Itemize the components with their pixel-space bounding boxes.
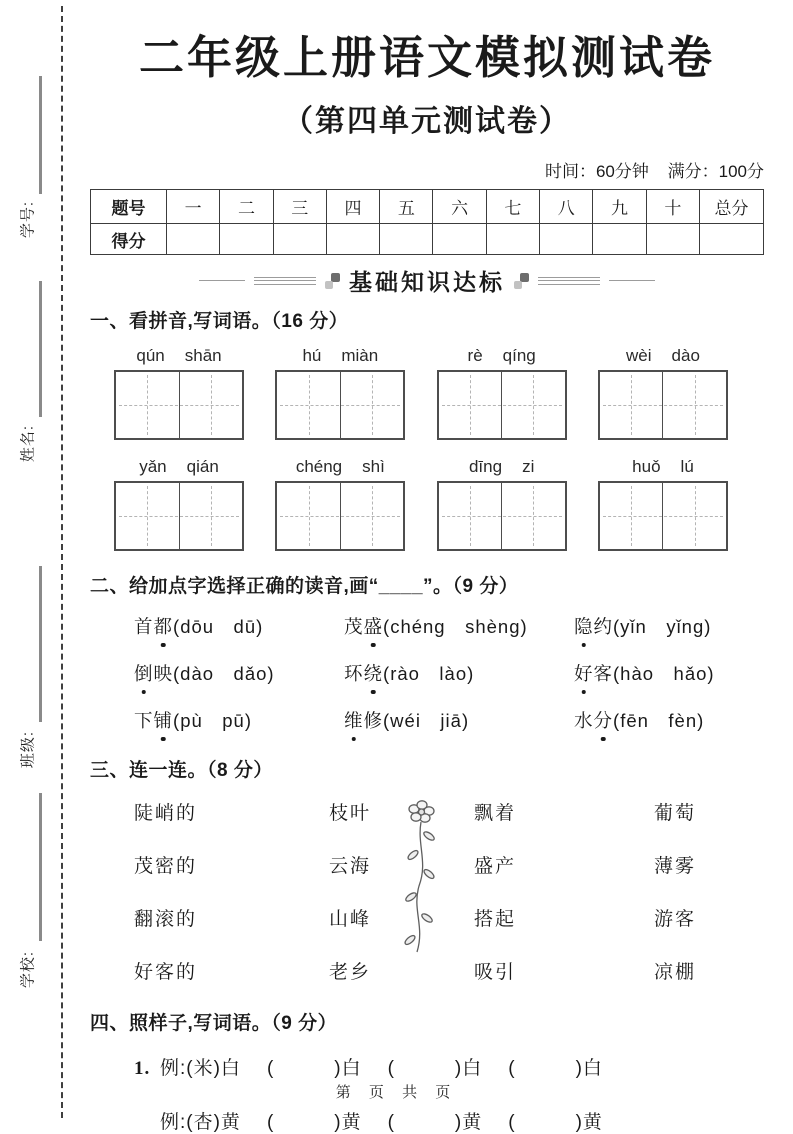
match-word[interactable]: 陡峭的 bbox=[134, 803, 198, 825]
match-word[interactable]: 搭起 bbox=[474, 909, 517, 931]
pinyin-word: rè qíng bbox=[437, 346, 567, 440]
pronunciation-item: 首都(dōu dū) bbox=[134, 613, 344, 639]
pronunciation-item: 环绕(rào lào) bbox=[344, 660, 574, 686]
score-col-5: 五 bbox=[380, 190, 433, 224]
match-word[interactable]: 游客 bbox=[654, 909, 697, 931]
pronunciation-item: 隐约(yǐn yǐng) bbox=[574, 613, 764, 639]
score-cell[interactable] bbox=[433, 224, 486, 255]
pinyin-word: hú miàn bbox=[275, 346, 405, 440]
score-cell[interactable] bbox=[593, 224, 646, 255]
banner-line-left bbox=[199, 280, 245, 281]
name-label: 姓名: bbox=[19, 424, 37, 463]
section-title: 基础知识达标 bbox=[349, 269, 505, 296]
fill-blank[interactable]: ( )白 bbox=[387, 1058, 483, 1080]
dotted-character: 都 bbox=[154, 613, 174, 639]
writing-box[interactable] bbox=[437, 370, 567, 440]
writing-box[interactable] bbox=[275, 370, 405, 440]
dotted-character: 绕 bbox=[364, 660, 384, 686]
example-word: 例:(杏)黄 bbox=[160, 1112, 241, 1134]
banner-ornament-icon bbox=[514, 273, 529, 289]
school-label: 学校: bbox=[19, 950, 37, 989]
question-4-heading: 四、照样子,写词语。（9 分） bbox=[90, 1013, 338, 1035]
fill-blank[interactable]: ( )白 bbox=[266, 1058, 362, 1080]
student-id-label: 学号: bbox=[19, 200, 37, 239]
question-3-heading: 三、连一连。（8 分） bbox=[90, 760, 273, 782]
score-col-3: 三 bbox=[273, 190, 326, 224]
banner-line-right bbox=[609, 280, 655, 281]
match-word[interactable]: 云海 bbox=[329, 856, 372, 878]
section-banner bbox=[90, 264, 764, 297]
writing-box[interactable] bbox=[437, 481, 567, 551]
dotted-character: 隐 bbox=[574, 613, 594, 639]
score-table-score-row bbox=[91, 224, 764, 255]
class-write-line bbox=[39, 566, 42, 722]
score-col-total: 总分 bbox=[700, 190, 764, 224]
score-col-10: 十 bbox=[646, 190, 699, 224]
dotted-character: 分 bbox=[594, 707, 614, 733]
score-cell[interactable] bbox=[220, 224, 273, 255]
banner-ornament-icon bbox=[325, 273, 340, 289]
q4-line-1 bbox=[134, 1053, 764, 1080]
dotted-character: 铺 bbox=[154, 707, 174, 733]
match-word[interactable]: 老乡 bbox=[329, 962, 372, 984]
writing-box[interactable] bbox=[114, 481, 244, 551]
score-cell[interactable] bbox=[646, 224, 699, 255]
fill-blank[interactable]: ( )黄 bbox=[266, 1112, 362, 1134]
banner-triple-line-left bbox=[254, 277, 316, 285]
match-word[interactable]: 茂密的 bbox=[134, 856, 198, 878]
score-col-9: 九 bbox=[593, 190, 646, 224]
writing-box[interactable] bbox=[598, 481, 728, 551]
dashed-fold-line bbox=[61, 6, 63, 1118]
dotted-character: 倒 bbox=[134, 660, 154, 686]
score-cell[interactable] bbox=[380, 224, 433, 255]
name-write-line bbox=[39, 281, 42, 417]
match-word[interactable]: 翻滚的 bbox=[134, 909, 198, 931]
time-limit: 时间：60分钟 bbox=[544, 162, 649, 182]
match-word[interactable]: 吸引 bbox=[474, 962, 517, 984]
score-col-8: 八 bbox=[540, 190, 593, 224]
item-number: 1. bbox=[134, 1058, 151, 1080]
school-write-line bbox=[39, 793, 42, 941]
pronunciation-item: 维修(wéi jiā) bbox=[344, 707, 574, 733]
score-row-label: 得分 bbox=[91, 224, 167, 255]
score-col-4: 四 bbox=[326, 190, 379, 224]
banner-triple-line-right bbox=[538, 277, 600, 285]
dotted-character: 维 bbox=[344, 707, 364, 733]
pinyin-word: wèi dào bbox=[598, 346, 728, 440]
match-word[interactable]: 凉棚 bbox=[654, 962, 697, 984]
score-cell[interactable] bbox=[486, 224, 539, 255]
full-score: 满分：100分 bbox=[667, 162, 764, 182]
score-col-7: 七 bbox=[486, 190, 539, 224]
score-cell[interactable] bbox=[167, 224, 220, 255]
match-word[interactable]: 飘着 bbox=[474, 803, 517, 825]
match-word[interactable]: 山峰 bbox=[329, 909, 372, 931]
pinyin-word: dīng zi bbox=[437, 457, 567, 551]
pinyin-row-1 bbox=[90, 346, 764, 440]
question-2-items bbox=[134, 613, 764, 733]
exam-info bbox=[90, 157, 764, 182]
score-col-2: 二 bbox=[220, 190, 273, 224]
writing-box[interactable] bbox=[114, 370, 244, 440]
pronunciation-item: 水分(fēn fèn) bbox=[574, 707, 764, 733]
score-table bbox=[90, 189, 764, 255]
score-col-1: 一 bbox=[167, 190, 220, 224]
student-id-write-line bbox=[39, 76, 42, 194]
matching-exercise bbox=[134, 798, 764, 984]
fill-blank[interactable]: ( )黄 bbox=[387, 1112, 483, 1134]
paper-content bbox=[90, 0, 764, 1134]
pinyin-word: qún shān bbox=[114, 346, 244, 440]
q4-line-2 bbox=[160, 1107, 764, 1134]
writing-box[interactable] bbox=[275, 481, 405, 551]
class-label: 班级: bbox=[19, 730, 37, 769]
fill-blank[interactable]: ( )白 bbox=[508, 1058, 603, 1080]
pronunciation-item: 茂盛(chéng shèng) bbox=[344, 613, 574, 639]
score-table-corner: 题号 bbox=[91, 190, 167, 224]
score-cell[interactable] bbox=[273, 224, 326, 255]
question-2-heading: 二、给加点字选择正确的读音,画“____”。（9 分） bbox=[90, 576, 519, 598]
flower-doodle-icon bbox=[396, 800, 446, 962]
page-footer: 第 页 共 页 bbox=[335, 1084, 458, 1101]
match-word[interactable]: 盛产 bbox=[474, 856, 517, 878]
pinyin-word: yǎn qián bbox=[114, 457, 244, 551]
score-table-header-row bbox=[91, 190, 764, 224]
pronunciation-item: 好客(hào hǎo) bbox=[574, 660, 764, 686]
match-word[interactable]: 枝叶 bbox=[329, 803, 372, 825]
example-word: 例:(米)白 bbox=[160, 1058, 241, 1080]
page-title: 二年级上册语文模拟测试卷 bbox=[138, 32, 715, 83]
pinyin-word: chéng shì bbox=[275, 457, 405, 551]
dotted-character: 好 bbox=[574, 660, 594, 686]
score-col-6: 六 bbox=[433, 190, 486, 224]
score-cell-total[interactable] bbox=[700, 224, 764, 255]
score-cell[interactable] bbox=[326, 224, 379, 255]
writing-box[interactable] bbox=[598, 370, 728, 440]
score-cell[interactable] bbox=[540, 224, 593, 255]
match-word[interactable]: 好客的 bbox=[134, 962, 198, 984]
match-word[interactable]: 葡萄 bbox=[654, 803, 697, 825]
pronunciation-item: 下铺(pù pū) bbox=[134, 707, 344, 733]
dotted-character: 盛 bbox=[364, 613, 384, 639]
pinyin-row-2 bbox=[90, 457, 764, 551]
question-1-heading: 一、看拼音,写词语。（16 分） bbox=[90, 311, 349, 333]
fill-blank[interactable]: ( )黄 bbox=[508, 1112, 603, 1134]
pronunciation-item: 倒映(dào dǎo) bbox=[134, 660, 344, 686]
pinyin-word: huǒ lú bbox=[598, 457, 728, 551]
match-word[interactable]: 薄雾 bbox=[654, 856, 697, 878]
page-subtitle: （第四单元测试卷） bbox=[283, 105, 571, 139]
